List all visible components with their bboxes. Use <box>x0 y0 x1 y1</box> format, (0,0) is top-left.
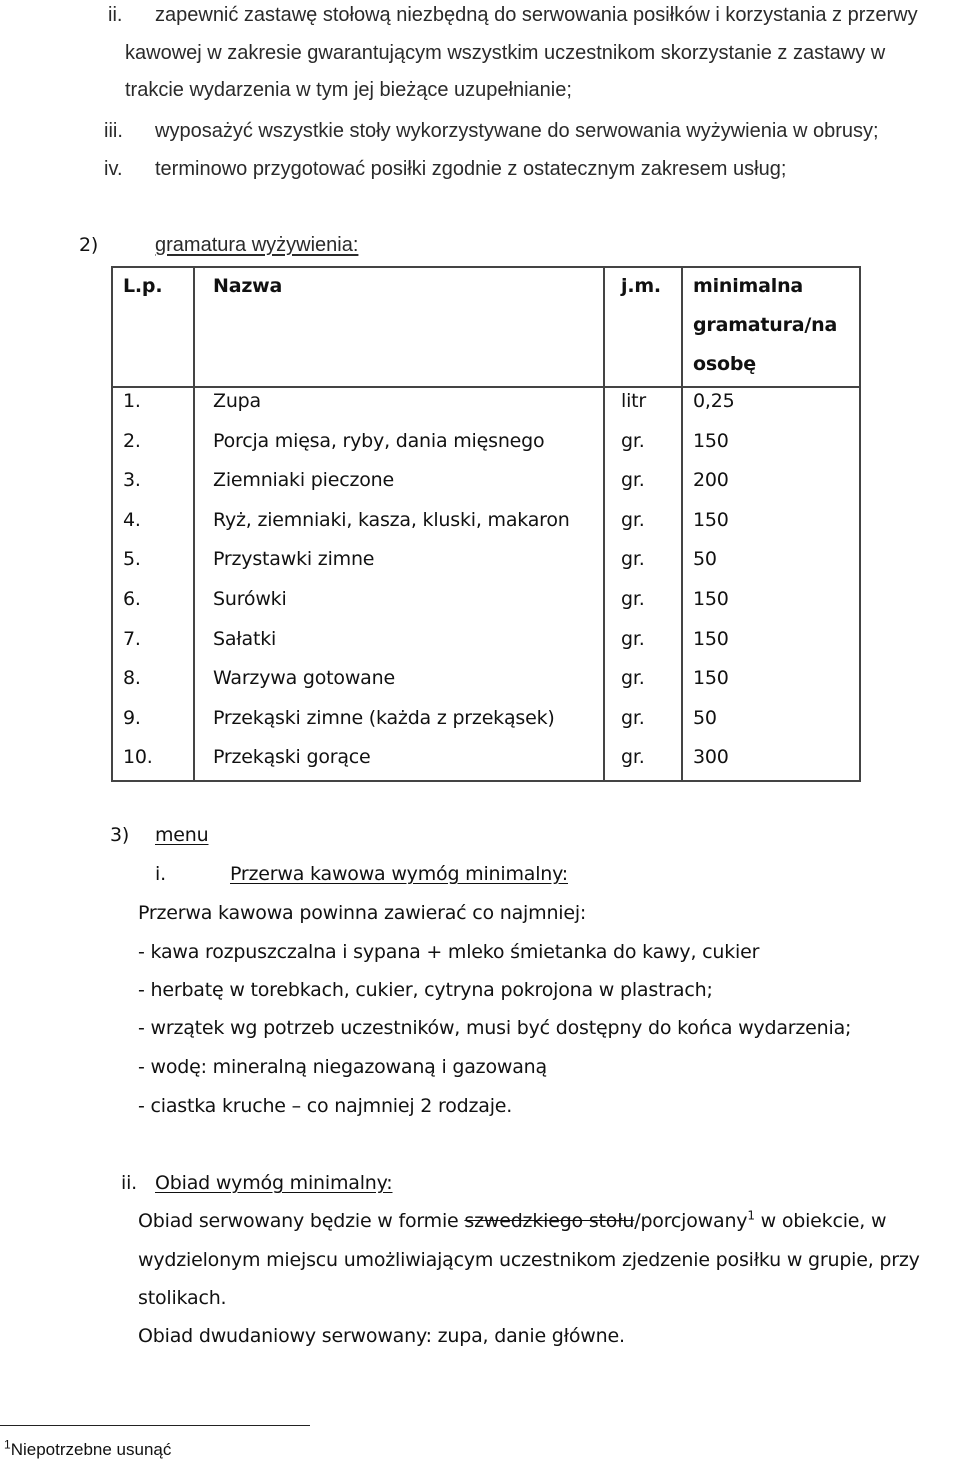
row-unit: gr. <box>621 627 645 650</box>
row-unit: gr. <box>621 588 645 610</box>
list-item: - ciastka kruche – co najmniej 2 rodzaje. <box>138 1095 513 1117</box>
section-title: menu <box>155 824 209 846</box>
list-item: - wrzątek wg potrzeb uczestników, musi być dostępny do końca wydarzenia; <box>138 1017 852 1039</box>
row-lp: 6. <box>123 588 141 610</box>
paragraph-text: Obiad serwowany będzie w formie <box>138 1210 465 1232</box>
paragraph: Przerwa kawowa powinna zawierać co najmniej: <box>138 902 587 924</box>
row-amount: 50 <box>693 548 717 571</box>
header-amount: osobę <box>693 353 756 375</box>
paragraph: stolikach. <box>138 1287 227 1309</box>
row-amount: 150 <box>693 588 729 610</box>
row-lp: 7. <box>123 627 141 650</box>
header-amount: gramatura/na <box>693 314 838 336</box>
row-name: Ziemniaki pieczone <box>213 469 394 492</box>
row-amount: 150 <box>693 508 729 531</box>
header-amount: minimalna <box>693 275 804 297</box>
paragraph-text: /porcjowany <box>634 1210 748 1232</box>
row-lp: 1. <box>123 390 141 412</box>
row-unit: gr. <box>621 469 645 492</box>
list-item-text: zapewnić zastawę stołową niezbędną do serwowania posiłków i korzystania z przerwy <box>155 4 918 26</box>
table-divider <box>193 268 195 780</box>
row-amount: 300 <box>693 746 729 769</box>
subsection-title: Przerwa kawowa wymóg minimalny: <box>230 863 568 885</box>
paragraph: Obiad dwudaniowy serwowany: zupa, danie główne. <box>138 1325 625 1347</box>
list-item-text: trakcie wydarzenia w tym jej bieżące uzupełnianie; <box>125 79 572 101</box>
section-number: 2) <box>79 234 99 256</box>
row-lp: 5. <box>123 548 141 571</box>
row-amount: 50 <box>693 706 717 729</box>
list-marker: ii. <box>108 4 123 26</box>
row-amount: 200 <box>693 469 729 492</box>
row-unit: gr. <box>621 548 645 571</box>
footnote-separator <box>0 1425 310 1426</box>
paragraph <box>138 1210 886 1232</box>
list-item: - kawa rozpuszczalna i sypana + mleko śmietanka do kawy, cukier <box>138 941 760 963</box>
list-item-text: kawowej w zakresie gwarantującym wszystkim uczestnikom skorzystanie z zastawy w <box>125 42 886 64</box>
list-marker: iii. <box>104 120 123 142</box>
row-lp: 4. <box>123 508 141 531</box>
paragraph: wydzielonym miejscu umożliwiającym uczestnikom zjedzenie posiłku w grupie, przy <box>138 1249 920 1271</box>
footnote-text: Niepotrzebne usunąć <box>10 1440 172 1459</box>
list-item: - wodę: mineralną niegazowaną i gazowaną <box>138 1056 547 1078</box>
list-item: - herbatę w torebkach, cukier, cytryna pokrojona w plastrach; <box>138 979 713 1001</box>
row-lp: 3. <box>123 469 141 492</box>
row-name: Przekąski zimne (każda z przekąsek) <box>213 706 555 729</box>
row-name: Przekąski gorące <box>213 746 371 769</box>
list-marker: iv. <box>104 158 123 180</box>
row-name: Zupa <box>213 390 261 412</box>
header-lp: L.p. <box>123 275 163 297</box>
row-amount: 150 <box>693 627 729 650</box>
table-divider <box>603 268 605 780</box>
row-amount: 0,25 <box>693 390 735 412</box>
table-header-divider <box>113 386 859 388</box>
row-unit: litr <box>621 390 647 412</box>
paragraph-text: w obiekcie, w <box>754 1210 887 1232</box>
row-name: Porcja mięsa, ryby, dania mięsnego <box>213 429 545 452</box>
row-lp: 8. <box>123 667 141 690</box>
section-title: gramatura wyżywienia: <box>155 234 359 256</box>
row-lp: 2. <box>123 429 141 452</box>
row-lp: 10. <box>123 746 153 769</box>
row-amount: 150 <box>693 667 729 690</box>
row-lp: 9. <box>123 706 141 729</box>
list-item-text: terminowo przygotować posiłki zgodnie z ostatecznym zakresem usług; <box>155 158 787 180</box>
footnote-ref: 1 <box>747 1208 755 1223</box>
portion-table <box>111 266 861 782</box>
list-item-text: wyposażyć wszystkie stoły wykorzystywane do serwowania wyżywienia w obrusy; <box>155 120 879 142</box>
subsection-title: Obiad wymóg minimalny: <box>155 1172 393 1194</box>
row-name: Surówki <box>213 588 287 610</box>
footnote <box>4 1437 172 1460</box>
row-unit: gr. <box>621 667 645 690</box>
struck-text: szwedzkiego stołu <box>464 1210 635 1232</box>
header-name: Nazwa <box>213 275 283 297</box>
footnote-number: 1 <box>4 1437 11 1452</box>
row-name: Przystawki zimne <box>213 548 375 571</box>
row-unit: gr. <box>621 429 645 452</box>
table-divider <box>681 268 683 780</box>
row-name: Sałatki <box>213 627 277 650</box>
section-number: 3) <box>110 824 130 846</box>
row-unit: gr. <box>621 508 645 531</box>
row-unit: gr. <box>621 706 645 729</box>
header-unit: j.m. <box>621 275 661 297</box>
row-name: Warzywa gotowane <box>213 667 395 690</box>
row-amount: 150 <box>693 429 729 452</box>
row-unit: gr. <box>621 746 645 769</box>
subsection-marker: ii. <box>121 1172 137 1194</box>
row-name: Ryż, ziemniaki, kasza, kluski, makaron <box>213 508 570 531</box>
subsection-marker: i. <box>155 863 166 885</box>
